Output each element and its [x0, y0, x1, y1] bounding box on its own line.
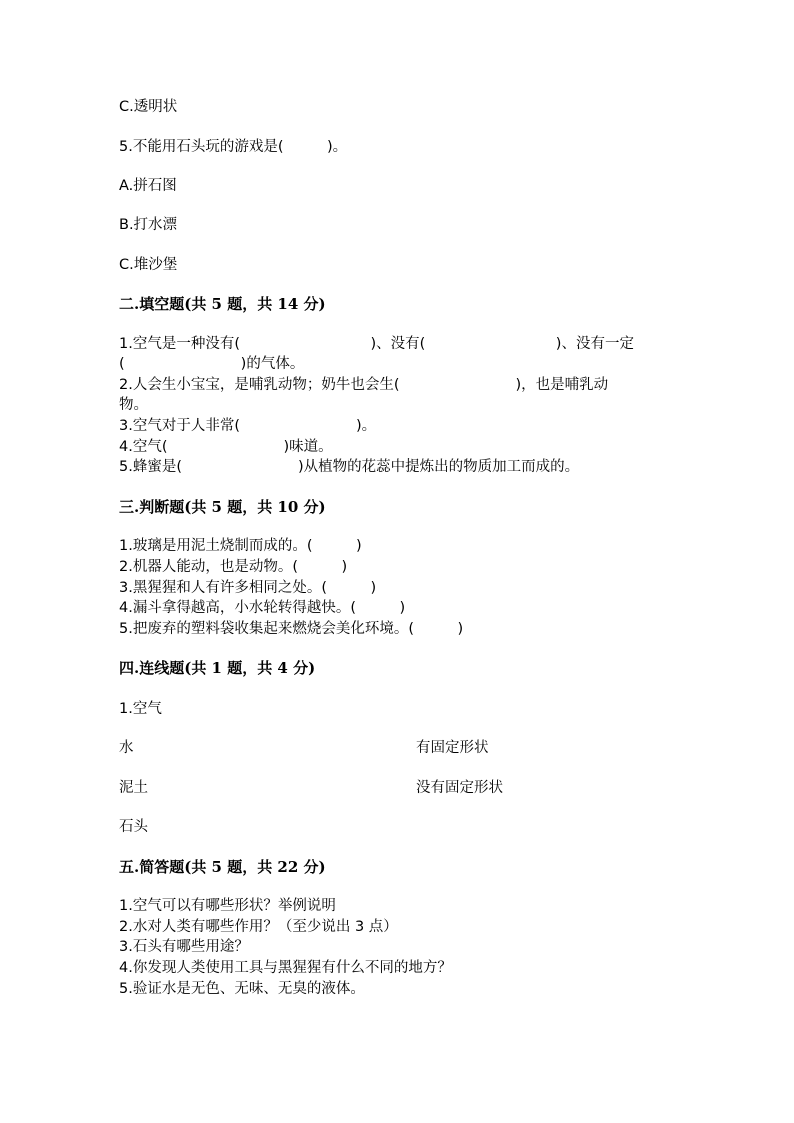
fill-question-5: 5.蜂蜜是( )从植物的花蕊中提炼出的物质加工而成的。 — [119, 459, 580, 475]
fill-question-2: 2.人会生小宝宝，是哺乳动物；奶牛也会生( )，也是哺乳动 — [119, 377, 609, 393]
matching-left-2: 泥土 — [119, 780, 148, 796]
question-5-stem: 5.不能用石头玩的游戏是( )。 — [119, 139, 348, 155]
option-c: C.堆沙堡 — [119, 257, 178, 273]
judge-question-2: 2.机器人能动，也是动物。( ) — [119, 559, 348, 575]
matching-item-air: 1.空气 — [119, 701, 162, 717]
section-heading-fill-blank: 二.填空题(共 5 题，共 14 分) — [119, 295, 326, 313]
fill-question-3: 3.空气对于人非常( )。 — [119, 418, 377, 434]
fill-question-1: 1.空气是一种没有( )、没有( )、没有一定 — [119, 336, 634, 352]
section-heading-matching: 四.连线题(共 1 题，共 4 分) — [119, 659, 316, 677]
short-question-3: 3.石头有哪些用途？ — [119, 939, 249, 955]
judge-question-4: 4.漏斗拿得越高，小水轮转得越快。( ) — [119, 600, 406, 616]
judge-question-5: 5.把废弃的塑料袋收集起来燃烧会美化环境。( ) — [119, 621, 464, 637]
fill-question-4: 4.空气( )味道。 — [119, 439, 333, 455]
option-b: B.打水漂 — [119, 217, 178, 233]
section-heading-true-false: 三.判断题(共 5 题，共 10 分) — [119, 498, 326, 516]
section-heading-short-answer: 五.简答题(共 5 题，共 22 分) — [119, 858, 326, 876]
judge-question-1: 1.玻璃是用泥土烧制而成的。( ) — [119, 538, 362, 554]
short-question-5: 5.验证水是无色、无味、无臭的液体。 — [119, 981, 365, 997]
fill-question-2-continued: 物。 — [119, 397, 148, 413]
matching-left-1: 水 — [119, 740, 134, 756]
matching-right-1: 有固定形状 — [416, 740, 489, 756]
fill-question-1-continued: ( )的气体。 — [119, 356, 305, 372]
judge-question-3: 3.黑猩猩和人有许多相同之处。( ) — [119, 580, 377, 596]
short-question-4: 4.你发现人类使用工具与黑猩猩有什么不同的地方？ — [119, 960, 452, 976]
matching-right-2: 没有固定形状 — [416, 780, 503, 796]
matching-left-3: 石头 — [119, 819, 148, 835]
option-c-transparent: C.透明状 — [119, 99, 178, 115]
option-a: A.拼石图 — [119, 178, 177, 194]
short-question-2: 2.水对人类有哪些作用？（至少说出 3 点） — [119, 919, 398, 935]
short-question-1: 1.空气可以有哪些形状？举例说明 — [119, 898, 336, 914]
